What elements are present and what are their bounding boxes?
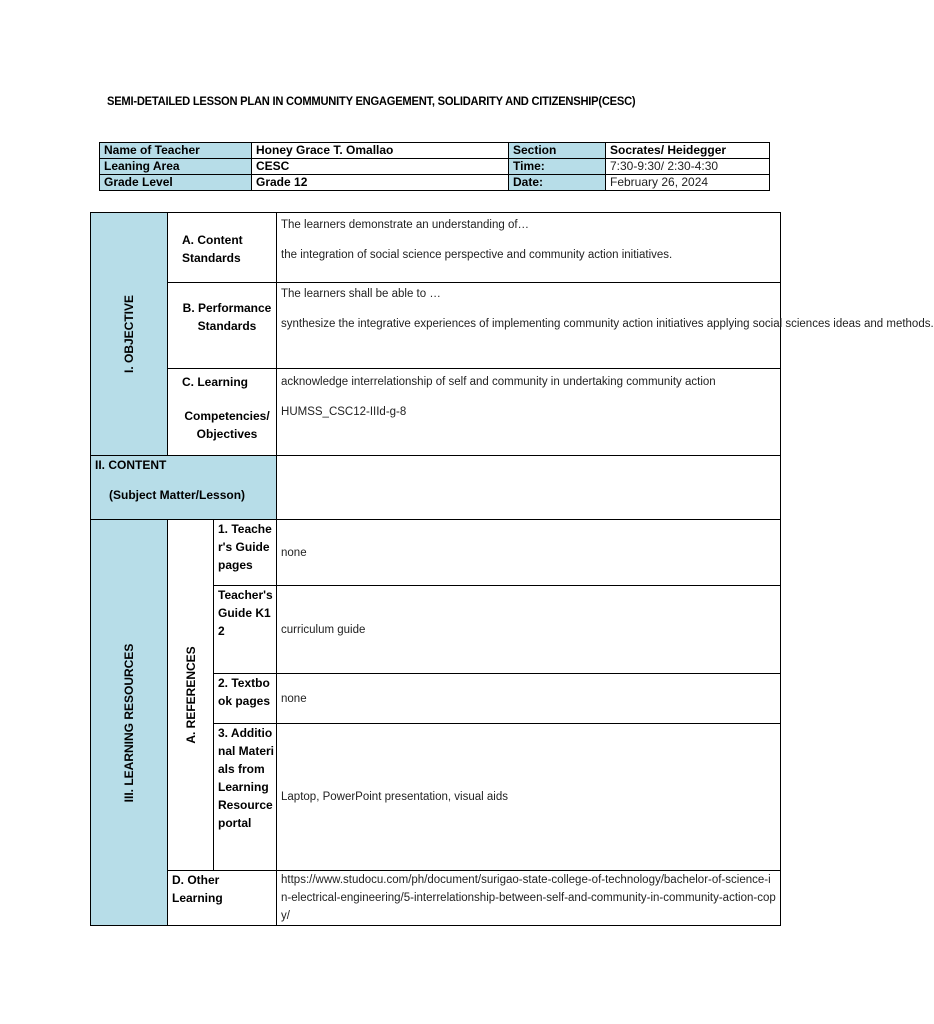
time-value: 7:30-9:30/ 2:30-4:30 bbox=[606, 159, 770, 175]
info-row-area bbox=[100, 159, 770, 175]
learning-area-label: Leaning Area bbox=[100, 159, 252, 175]
teacher-name-label: Name of Teacher bbox=[100, 143, 252, 159]
teachers-guide-value: none bbox=[277, 520, 781, 586]
learning-area-value: CESC bbox=[252, 159, 509, 175]
learning-resources-section bbox=[91, 520, 168, 926]
date-label: Date: bbox=[509, 175, 606, 191]
competencies-text: acknowledge interrelationship of self and community in undertaking community action bbox=[281, 376, 716, 388]
section-label: Section bbox=[509, 143, 606, 159]
content-standards-value bbox=[277, 213, 781, 283]
content-subheading: (Subject Matter/Lesson) bbox=[109, 488, 246, 502]
references-section bbox=[168, 520, 214, 871]
document-title: SEMI-DETAILED LESSON PLAN IN COMMUNITY ENGAGEMENT, SOLIDARITY AND CITIZENSHIP(CESC) bbox=[107, 94, 636, 108]
other-learning-label: D. Other Learning bbox=[168, 871, 277, 926]
learning-resources-heading: III. LEARNING RESOURCES bbox=[122, 643, 136, 802]
content-standards-text: the integration of social science perspective and community action initiatives. bbox=[281, 249, 673, 261]
teacher-name-value: Honey Grace T. Omallao bbox=[252, 143, 509, 159]
competencies-label-line2: Competencies/ Objectives bbox=[184, 409, 270, 441]
competencies-label-line1: C. Learning bbox=[182, 375, 249, 389]
performance-standards-label: B. Performance Standards bbox=[168, 283, 277, 369]
content-section bbox=[91, 456, 277, 520]
row-performance-standards bbox=[91, 283, 781, 369]
competencies-value bbox=[277, 369, 781, 456]
row-content-standards bbox=[91, 213, 781, 283]
time-label: Time: bbox=[509, 159, 606, 175]
teachers-guide-k12-value: curriculum guide bbox=[277, 586, 781, 674]
teacher-info-table bbox=[99, 142, 770, 191]
competencies-code: HUMSS_CSC12-IIId-g-8 bbox=[281, 406, 407, 418]
content-standards-intro: The learners demonstrate an understanding of… bbox=[281, 219, 530, 231]
row-competencies bbox=[91, 369, 781, 456]
grade-level-label: Grade Level bbox=[100, 175, 252, 191]
grade-level-value: Grade 12 bbox=[252, 175, 509, 191]
performance-standards-value bbox=[277, 283, 934, 369]
content-standards-label: A. Content Standards bbox=[168, 213, 277, 283]
content-value bbox=[277, 456, 781, 520]
date-value: February 26, 2024 bbox=[606, 175, 770, 191]
additional-materials-label: 3. Additional Materials from Learning Resource portal bbox=[214, 724, 277, 871]
objective-section bbox=[91, 213, 168, 456]
content-heading: II. CONTENT bbox=[95, 458, 167, 472]
section-value: Socrates/ Heidegger bbox=[606, 143, 770, 159]
info-row-teacher bbox=[100, 143, 770, 159]
other-learning-link[interactable]: https://www.studocu.com/ph/document/surigao-state-college-of-technology/bachelor-of-science-in-electrical-engineering/5-interrelationship-between-self-and-community-in-community-action-copy/ bbox=[277, 871, 781, 926]
row-teachers-guide bbox=[91, 520, 781, 586]
objective-heading: I. OBJECTIVE bbox=[122, 294, 136, 374]
performance-intro: The learners shall be able to … bbox=[281, 288, 441, 300]
row-content bbox=[91, 456, 781, 520]
teachers-guide-label: 1. Teacher's Guide pages bbox=[214, 520, 277, 586]
competencies-label bbox=[168, 369, 277, 456]
teachers-guide-k12-label: Teacher's Guide K12 bbox=[214, 586, 277, 674]
references-heading: A. REFERENCES bbox=[183, 646, 198, 744]
row-other-learning bbox=[91, 871, 781, 926]
additional-materials-value: Laptop, PowerPoint presentation, visual aids bbox=[277, 724, 781, 871]
lesson-plan-table bbox=[90, 212, 934, 926]
performance-text: synthesize the integrative experiences of implementing community action initiatives applying social sciences ideas and methods. bbox=[281, 318, 934, 330]
textbook-label: 2. Textbook pages bbox=[214, 674, 277, 724]
info-row-grade bbox=[100, 175, 770, 191]
textbook-value: none bbox=[277, 674, 781, 724]
